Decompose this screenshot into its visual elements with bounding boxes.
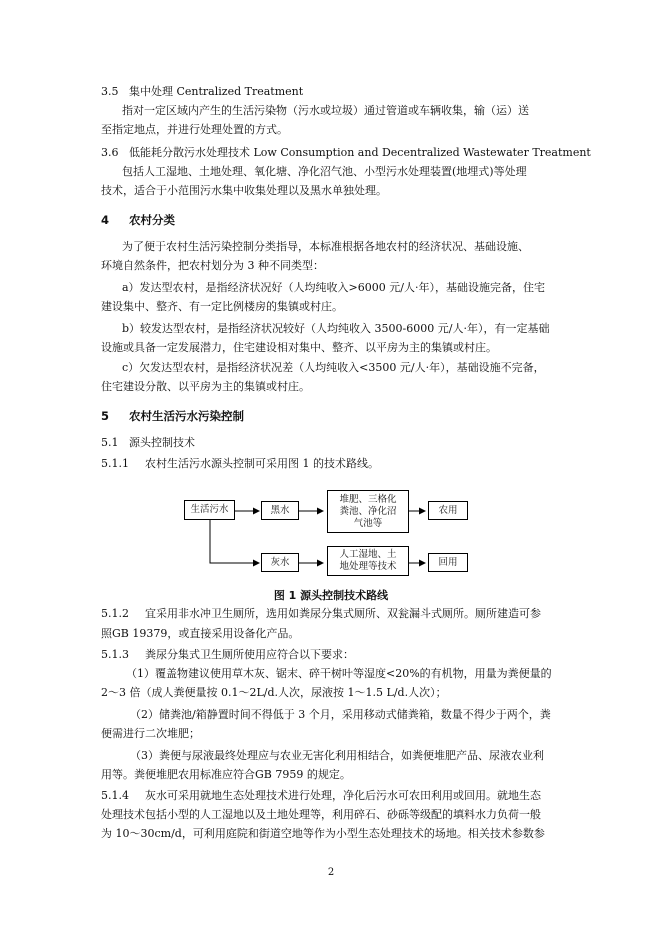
reuse-box: 回用	[428, 553, 468, 572]
section-5-1-2: 5.1.2 宜采用非水冲卫生厕所，选用如粪尿分集式厕所、双瓮漏斗式厕所。厕所建造可参	[101, 607, 541, 620]
paragraph-line: 为 10～30cm/d，可利用庭院和街道空地等作为小型生态处理技术的场地。相关技术参数参	[101, 827, 545, 840]
paragraph-line: 设施或具备一定发展潜力，住宅建设相对集中、整齐、以平房为主的集镇或村庄。	[101, 341, 497, 354]
paragraph-line: 2～3 倍（成人粪便量按 0.1～2L/d.人次，尿液按 1～1.5 L/d.人次）；	[101, 686, 447, 699]
paragraph-line: 环境自然条件，把农村划分为 3 种不同类型：	[101, 259, 324, 272]
paragraph-line: 建设集中、整齐、有一定比例楼房的集镇或村庄。	[101, 300, 343, 313]
section-5-1-heading: 5.1 源头控制技术	[101, 436, 195, 449]
paragraph-line: 便需进行二次堆肥；	[101, 727, 200, 740]
list-item-b: b）较发达型农村，是指经济状况较好（人均纯收入 3500-6000 元/人·年），有一定基础	[122, 322, 550, 335]
paragraph-line: 处理技术包括小型的人工湿地以及土地处理等，利用碎石、砂砾等级配的填料水力负荷一般	[101, 808, 541, 821]
paragraph-line: 用等。粪便堆肥农用标准应符合GB 7959 的规定。	[101, 768, 351, 781]
paragraph-line: 住宅建设分散、以平房为主的集镇或村庄。	[101, 380, 310, 393]
section-3-5-heading: 3.5 集中处理 Centralized Treatment	[101, 85, 304, 98]
grey-water-box: 灰水	[261, 553, 299, 572]
list-item-2: （2）储粪池/箱静置时间不得低于 3 个月，采用移动式储粪箱，数量不得少于两个，粪	[130, 708, 551, 721]
grey-water-treatment-box: 人工湿地、土 地处理等技术	[327, 546, 409, 576]
list-item-a: a）发达型农村，是指经济状况好（人均纯收入>6000 元/人·年），基础设施完备，住宅	[122, 281, 545, 294]
agricultural-use-box: 农用	[428, 501, 468, 520]
section-5-heading: 5 农村生活污水污染控制	[101, 409, 244, 423]
page-number: 2	[327, 867, 335, 878]
paragraph-line: 照GB 19379，或直接采用设备化产品。	[101, 627, 300, 640]
section-5-1-4: 5.1.4 灰水可采用就地生态处理技术进行处理，净化后污水可农田利用或回用。就地生态	[101, 789, 541, 802]
paragraph-line: 至指定地点，并进行处理处置的方式。	[101, 123, 288, 136]
list-item-1: （1）覆盖物建议使用草木灰、锯末、碎干树叶等湿度<20%的有机物，用量为粪便量的	[126, 667, 552, 680]
source-wastewater-box: 生活污水	[184, 500, 235, 520]
black-water-treatment-box: 堆肥、三格化 粪池、净化沼 气池等	[327, 490, 409, 533]
section-5-1-1: 5.1.1 农村生活污水源头控制可采用图 1 的技术路线。	[101, 457, 379, 470]
section-3-6-heading: 3.6 低能耗分散污水处理技术 Low Consumption and Decentralized Wastewater Treatment	[101, 146, 591, 159]
section-5-1-3: 5.1.3 粪尿分集式卫生厕所使用应符合以下要求：	[101, 648, 354, 661]
list-item-3: （3）粪便与尿液最终处理应与农业无害化利用相结合，如粪便堆肥产品、尿液农业利	[130, 749, 544, 762]
paragraph-line: 包括人工湿地、土地处理、氧化塘、净化沼气池、小型污水处理装置(地埋式)等处理	[122, 165, 527, 178]
paragraph-line: 指对一定区域内产生的生活污染物（污水或垃圾）通过管道或车辆收集，输（运）送	[122, 104, 529, 117]
paragraph-line: 技术，适合于小范围污水集中收集处理以及黑水单独处理。	[101, 184, 387, 197]
black-water-box: 黑水	[261, 501, 299, 520]
section-4-heading: 4 农村分类	[101, 213, 175, 227]
paragraph-line: 为了便于农村生活污染控制分类指导，本标准根据各地农村的经济状况、基础设施、	[122, 240, 529, 253]
figure-caption: 图 1 源头控制技术路线	[273, 589, 389, 602]
list-item-c: c）欠发达型农村，是指经济状况差（人均纯收入<3500 元/人·年），基础设施不完备，	[122, 361, 545, 374]
arrow-to-grey-water	[210, 520, 259, 563]
